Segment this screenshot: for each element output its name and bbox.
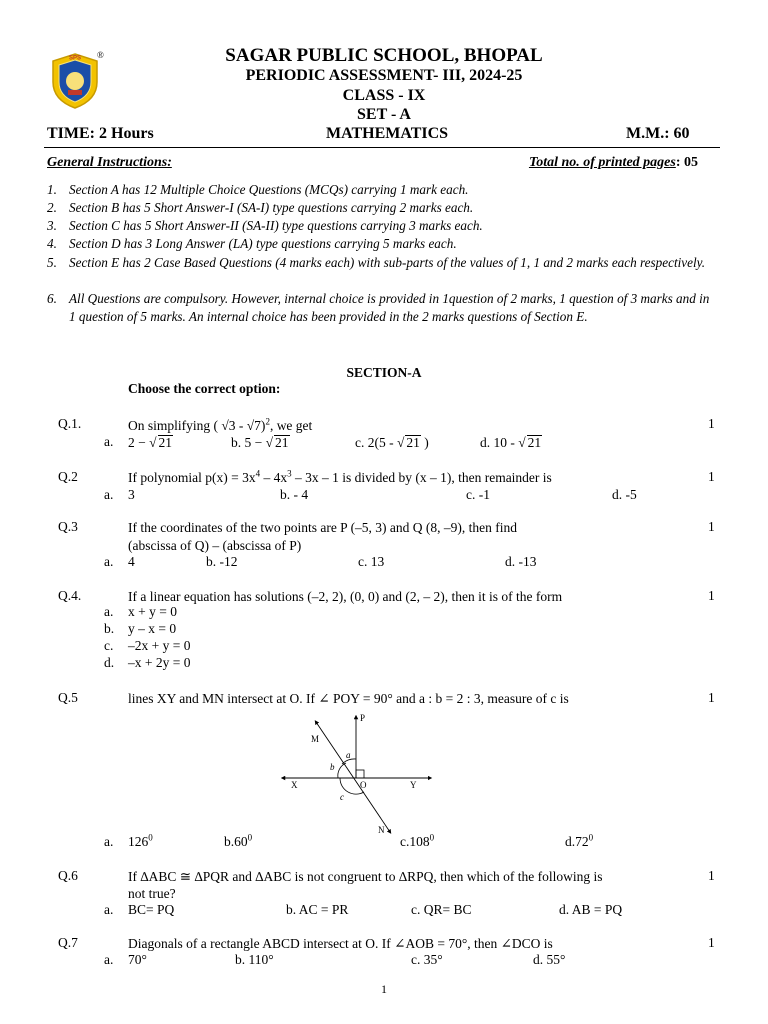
class-title: CLASS - IX: [342, 87, 426, 104]
question-mark: 1: [708, 868, 715, 883]
subject-label: MATHEMATICS: [326, 125, 449, 142]
option-label: a.: [104, 487, 114, 502]
question-text: If ∆ABC ≅ ∆PQR and ∆ABC is not congruent to ∆RPQ, then which of the following is: [128, 869, 603, 884]
option-d: d. 10 - √ 21: [480, 435, 542, 450]
svg-text:N: N: [378, 825, 385, 835]
option-b: b. AC = PR: [286, 902, 349, 917]
question-text: not true?: [128, 886, 176, 901]
set-title: SET - A: [357, 106, 411, 123]
question-number: Q.4.: [58, 588, 82, 603]
instruction-item: 6. All Questions are compulsory. However, internal choice is provided in 1question of 2 marks, 1 question of 3 marks and in 1 question of 5 marks. An internal choice has been provided in the 2 marks questions of Section E.: [47, 291, 710, 324]
question-number: Q.5: [58, 690, 78, 705]
instruction-item: 5. Section E has 2 Case Based Questions (4 marks each) with sub-parts of the values of 1, 1 and 2 marks each respectively.: [47, 255, 706, 270]
option-a: 4: [128, 554, 135, 569]
option-d: d. -13: [505, 554, 537, 569]
svg-text:M: M: [311, 734, 320, 744]
printed-pages-label: Total no. of printed pages: [528, 155, 676, 170]
question-text: lines XY and MN intersect at O. If ∠ POY = 90° and a : b = 2 : 3, measure of c is: [128, 691, 569, 706]
question-number: Q.7: [58, 935, 78, 950]
option-d: $d.72^0$: [565, 832, 594, 849]
option-d: d. AB = PQ: [559, 902, 623, 917]
svg-text:Y: Y: [410, 780, 417, 790]
option-a: BC= PQ: [128, 902, 175, 917]
question-mark: 1: [708, 690, 715, 705]
svg-text:X: X: [291, 780, 298, 790]
header-divider: [44, 147, 720, 148]
question-number: Q.6: [58, 868, 78, 883]
option-b: y – x = 0: [128, 621, 177, 636]
svg-text:a: a: [346, 750, 351, 760]
option-a: $126^0$: [128, 832, 153, 849]
option-label: a.: [104, 434, 114, 449]
intersecting-lines-figure: [278, 712, 438, 838]
option-label: d.: [104, 655, 115, 670]
question-text: If polynomial $p(x) = 3x^4 - 4x^3 - 3x - 1$ is divided by (x – 1), then remainder is: [128, 468, 552, 485]
option-c: c.108$^0$: [400, 832, 435, 849]
svg-text:c: c: [340, 792, 344, 802]
question-mark: 1: [708, 588, 715, 603]
max-marks-label: M.M.: 60: [626, 125, 690, 142]
option-d: d. 55°: [533, 952, 566, 967]
svg-text:O: O: [360, 780, 367, 790]
option-a: 3: [128, 487, 135, 502]
option-d: d. -5: [612, 487, 637, 502]
question-number: Q.3: [58, 519, 78, 534]
option-c: c. 2(5 - √ 21 ): [355, 435, 429, 450]
option-label: a.: [104, 952, 114, 967]
svg-text:b: b: [330, 762, 335, 772]
option-label: c.: [104, 638, 114, 653]
question-mark: 1: [708, 935, 715, 950]
question-text: If a linear equation has solutions (–2, 2), (0, 0) and (2, – 2), then it is of the form: [128, 589, 563, 604]
instruction-item: 4. Section D has 3 Long Answer (LA) type questions carrying 5 marks each.: [47, 236, 457, 251]
instruction-item: 3. Section C has 5 Short Answer-II (SA-II) type questions carrying 3 marks each.: [47, 218, 483, 233]
section-subtitle: Choose the correct option:: [128, 381, 281, 396]
option-c: c. -1: [466, 487, 490, 502]
instruction-item: 2. Section B has 5 Short Answer-I (SA-I) type questions carrying 2 marks each.: [47, 200, 474, 215]
page-number: 1: [381, 982, 387, 996]
time-label: TIME: 2 Hours: [47, 125, 154, 142]
option-c: –2x + y = 0: [128, 638, 191, 653]
option-a: 2 − √ 21: [128, 435, 173, 450]
option-label: a.: [104, 902, 114, 917]
option-b: b. -12: [206, 554, 238, 569]
question-text: (abscissa of Q) – (abscissa of P): [128, 538, 302, 553]
question-mark: 1: [708, 519, 715, 534]
printed-pages-value: : 05: [675, 155, 698, 170]
question-number: Q.2: [58, 469, 78, 484]
question-text: Diagonals of a rectangle ABCD intersect at O. If ∠AOB = 70°, then ∠DCO is: [128, 936, 553, 951]
option-label: a.: [104, 554, 114, 569]
question-mark: 1: [708, 416, 715, 431]
option-b: b. - 4: [280, 487, 309, 502]
option-label: a.: [104, 834, 114, 849]
option-a: 70°: [128, 952, 147, 967]
option-label: b.: [104, 621, 115, 636]
option-c: c. QR= BC: [411, 902, 472, 917]
svg-text:SPS: SPS: [68, 55, 82, 62]
question-mark: 1: [708, 469, 715, 484]
registered-mark: ®: [97, 50, 104, 60]
question-text: On simplifying ( √3 - √7)$^2$, we get: [128, 416, 313, 433]
option-label: a.: [104, 604, 114, 619]
printed-pages: [529, 155, 698, 171]
svg-text:P: P: [360, 713, 366, 723]
instructions-title: General Instructions:: [47, 155, 172, 170]
option-a: x + y = 0: [128, 604, 177, 619]
option-b: $b.60^0$: [224, 832, 253, 849]
option-c: c. 35°: [411, 952, 443, 967]
question-text: If the coordinates of the two points are P (–5, 3) and Q (8, –9), then find: [128, 520, 518, 535]
option-d: –x + 2y = 0: [128, 655, 191, 670]
question-number: Q.1.: [58, 416, 82, 431]
option-b: b. 5 − √ 21: [231, 435, 289, 450]
assessment-title: PERIODIC ASSESSMENT- III, 2024-25: [245, 67, 523, 84]
school-name: SAGAR PUBLIC SCHOOL, BHOPAL: [225, 45, 543, 66]
section-title: SECTION-A: [346, 365, 422, 380]
option-b: b. 110°: [235, 952, 274, 967]
instruction-item: 1. Section A has 12 Multiple Choice Questions (MCQs) carrying 1 mark each.: [47, 182, 469, 197]
option-c: c. 13: [358, 554, 385, 569]
